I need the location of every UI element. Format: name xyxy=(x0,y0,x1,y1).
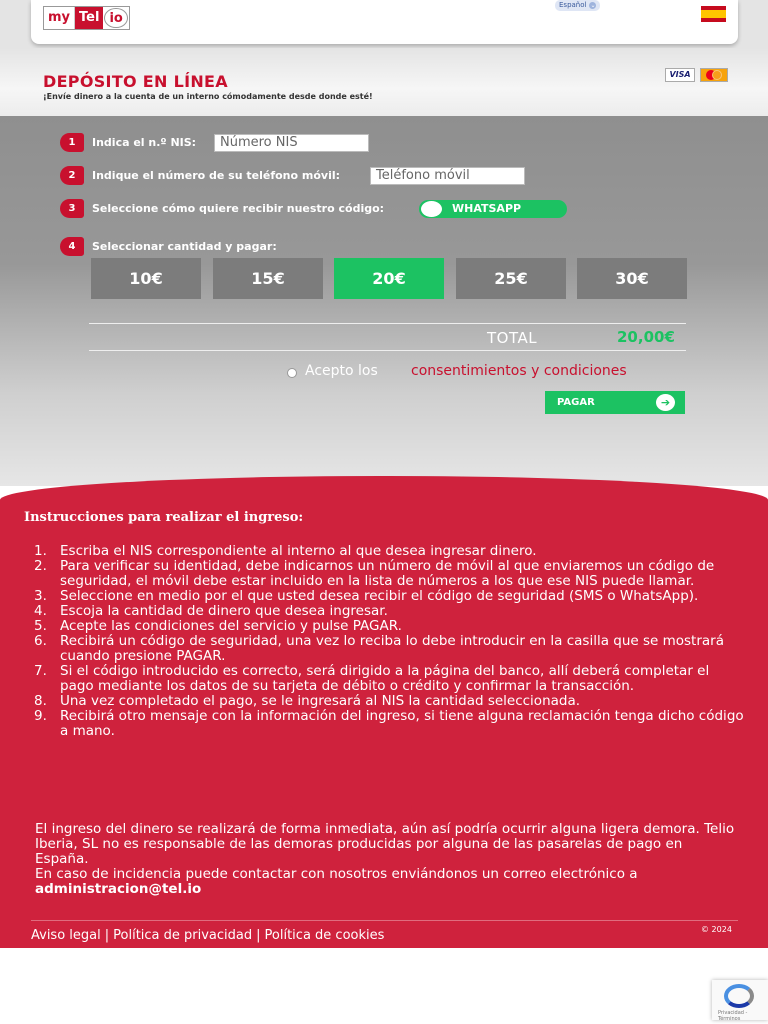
step-1 xyxy=(60,133,196,152)
divider xyxy=(89,350,686,351)
separator: | xyxy=(104,928,110,943)
language-label: Español xyxy=(559,1,587,9)
amount-button-10[interactable]: 10€ xyxy=(91,258,201,299)
recaptcha-badge[interactable] xyxy=(712,980,768,1020)
amount-button-25[interactable]: 25€ xyxy=(456,258,566,299)
recaptcha-icon xyxy=(724,984,754,1008)
instruction-item: 3. Seleccione en medio por el que usted desea recibir el código de seguridad (SMS o WhatsApp). xyxy=(34,588,699,604)
mytelio-logo[interactable] xyxy=(43,6,130,30)
contact-email[interactable]: administracion@tel.io xyxy=(35,881,202,897)
footer-links xyxy=(31,928,384,943)
step-label: Seleccione cómo quiere recibir nuestro código: xyxy=(92,202,385,215)
legal-notice-link[interactable]: Aviso legal xyxy=(31,928,101,943)
step-number: 2 xyxy=(60,166,84,185)
instruction-item: 9. Recibirá otro mensaje con la información del ingreso, si tiene alguna reclamación tenga dicho código a mano. xyxy=(34,708,744,739)
header-card xyxy=(31,0,738,44)
instruction-item: 2. Para verificar su identidad, debe indicarnos un número de móvil al que enviaremos un código de seguridad, el móvil debe estar incluido en la lista de números a los que ese NIS puede llamar. xyxy=(34,558,715,589)
separator: | xyxy=(256,928,261,943)
instruction-item: 4. Escoja la cantidad de dinero que desea ingresar. xyxy=(34,603,388,619)
pay-button-label: PAGAR xyxy=(557,397,595,408)
toggle-label: WHATSAPP xyxy=(452,202,522,215)
step-number: 4 xyxy=(60,237,84,256)
spain-flag-icon[interactable] xyxy=(701,6,726,22)
amount-button-20[interactable]: 20€ xyxy=(334,258,444,299)
title-band xyxy=(0,48,768,116)
delay-note xyxy=(35,822,735,897)
visa-card-icon: VISA xyxy=(665,68,695,82)
recaptcha-text[interactable]: Privacidad - Términos xyxy=(718,1010,748,1022)
amount-button-15[interactable]: 15€ xyxy=(213,258,323,299)
chevron-down-icon: ⌄ xyxy=(590,2,596,9)
instruction-item: 1. Escriba el NIS correspondiente al interno al que desea ingresar dinero. xyxy=(34,543,537,559)
instructions-section xyxy=(0,476,768,948)
arrow-right-icon: ➔ xyxy=(656,394,675,411)
step-label: Seleccionar cantidad y pagar: xyxy=(92,240,277,253)
instruction-item: 7. Si el código introducido es correcto, será dirigido a la página del banco, allí deberá completar el pago mediante los datos de su tarjeta de débito o crédito y confirmar la transacción. xyxy=(34,663,710,694)
step-label: Indica el n.º NIS: xyxy=(92,136,197,149)
page-subtitle: ¡Envíe dinero a la cuenta de un interno cómodamente desde donde esté! xyxy=(43,92,373,101)
pay-button[interactable] xyxy=(545,391,685,414)
mastercard-icon xyxy=(700,68,728,82)
cookie-policy-link[interactable]: Política de cookies xyxy=(264,928,385,943)
privacy-policy-link[interactable]: Política de privacidad xyxy=(113,928,253,943)
instruction-item: 8. Una vez completado el pago, se le ingresará al NIS la cantidad seleccionada. xyxy=(34,693,581,709)
logo-tel: Tel xyxy=(75,7,103,29)
instruction-item: 5. Acepte las condiciones del servicio y pulse PAGAR. xyxy=(34,618,402,634)
instruction-item: 6. Recibirá un código de seguridad, una vez lo reciba lo debe introducir en la casilla que se mostrará cuando presione PAGAR. xyxy=(34,633,724,664)
step-label: Indique el número de su teléfono móvil: xyxy=(92,169,341,182)
note-text: El ingreso del dinero se realizará de forma inmediata, aún así podría ocurrir alguna ligera demora. Telio Iberia, SL no es responsable de las demoras producidas por alguna de las pasarelas de pago en España. xyxy=(35,821,735,867)
logo-my: my xyxy=(44,7,75,29)
contact-text: En caso de incidencia puede contactar con nosotros enviándonos un correo electrónico a administracion@tel.io xyxy=(35,866,638,897)
accept-label: Acepto los xyxy=(305,363,378,379)
footer-divider xyxy=(31,920,738,921)
logo-io: io xyxy=(104,8,127,28)
copyright: © 2024 xyxy=(701,925,732,934)
step-number: 1 xyxy=(60,133,84,152)
nis-input[interactable]: Número NIS xyxy=(214,134,369,152)
total-label: TOTAL xyxy=(487,329,538,347)
step-number: 3 xyxy=(60,199,84,218)
total-value: 20,00€ xyxy=(617,328,675,346)
step-4 xyxy=(60,237,277,256)
instructions-list xyxy=(34,544,744,739)
language-select[interactable] xyxy=(555,0,600,11)
step-3 xyxy=(60,199,384,218)
whatsapp-toggle[interactable] xyxy=(419,200,567,218)
amount-button-30[interactable]: 30€ xyxy=(577,258,687,299)
step-2 xyxy=(60,166,340,185)
divider xyxy=(89,323,686,324)
phone-input[interactable]: Teléfono móvil xyxy=(370,167,525,185)
terms-link[interactable]: consentimientos y condiciones xyxy=(411,363,627,379)
instructions-title: Instrucciones para realizar el ingreso: xyxy=(24,510,304,525)
accept-terms-radio[interactable] xyxy=(287,368,297,378)
toggle-knob xyxy=(421,201,442,217)
page-title: DEPÓSITO EN LÍNEA xyxy=(43,72,228,91)
